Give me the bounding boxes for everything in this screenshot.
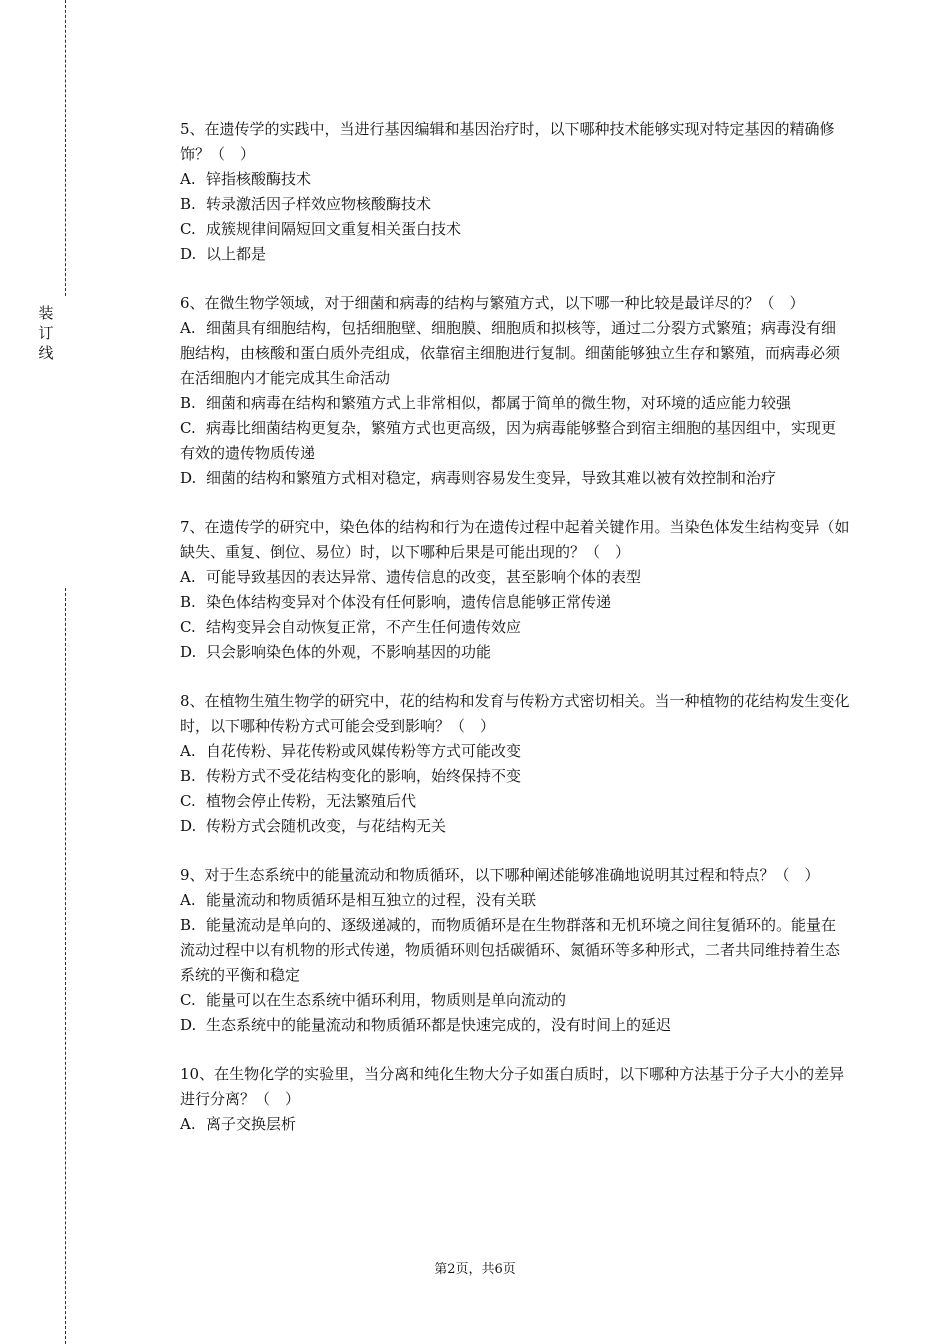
- question-stem: 8、在植物生殖生物学的研究中，花的结构和发育与传粉方式密切相关。当一种植物的花结构发生变化时，以下哪种传粉方式可能会受到影响？（ ）: [180, 692, 850, 735]
- option-a[interactable]: A. 细菌具有细胞结构，包括细胞壁、细胞膜、细胞质和拟核等，通过二分裂方式繁殖；病毒没有细胞结构，由核酸和蛋白质外壳组成，依靠宿主细胞进行复制。细菌能够独立生存和繁殖，而病毒必须在活细胞内才能完成其生命活动: [180, 319, 841, 387]
- option-b[interactable]: B. 细菌和病毒在结构和繁殖方式上非常相似，都属于简单的微生物，对环境的适应能力较强: [180, 394, 792, 412]
- option-d[interactable]: D. 以上都是: [180, 245, 267, 263]
- question-10: [180, 1062, 850, 1137]
- option-c[interactable]: C. 能量可以在生态系统中循环利用，物质则是单向流动的: [180, 991, 567, 1009]
- option-d[interactable]: D. 生态系统中的能量流动和物质循环都是快速完成的，没有时间上的延迟: [180, 1016, 672, 1034]
- binding-char: 订: [38, 324, 54, 342]
- option-b[interactable]: B. 能量流动是单向的、逐级递减的，而物质循环是在生物群落和无机环境之间往复循环的。能量在流动过程中以有机物的形式传递，物质循环则包括碳循环、氮循环等多种形式，二者共同维持着生态系统的平衡和稳定: [180, 916, 841, 984]
- binding-line-top: [65, 0, 66, 296]
- option-c[interactable]: C. 病毒比细菌结构更复杂，繁殖方式也更高级，因为病毒能够整合到宿主细胞的基因组中，实现更有效的遗传物质传递: [180, 419, 837, 462]
- option-a[interactable]: A. 离子交换层析: [180, 1115, 297, 1133]
- option-a[interactable]: A. 可能导致基因的表达异常、遗传信息的改变，甚至影响个体的表型: [180, 568, 642, 586]
- binding-char: 线: [38, 344, 54, 362]
- binding-line-bottom: [65, 588, 66, 1344]
- option-c[interactable]: C. 植物会停止传粉，无法繁殖后代: [180, 792, 417, 810]
- question-stem: 5、在遗传学的实践中，当进行基因编辑和基因治疗时，以下哪种技术能够实现对特定基因的精确修饰？（ ）: [180, 120, 835, 163]
- option-d[interactable]: D. 只会影响染色体的外观，不影响基因的功能: [180, 643, 492, 661]
- question-stem: 10、在生物化学的实验里，当分离和纯化生物大分子如蛋白质时，以下哪种方法基于分子大小的差异进行分离？（ ）: [180, 1065, 845, 1108]
- option-a[interactable]: A. 自花传粉、异花传粉或风媒传粉等方式可能改变: [180, 742, 522, 760]
- option-b[interactable]: B. 染色体结构变异对个体没有任何影响，遗传信息能够正常传递: [180, 593, 612, 611]
- binding-label: [36, 303, 56, 363]
- option-b[interactable]: B. 传粉方式不受花结构变化的影响，始终保持不变: [180, 767, 522, 785]
- question-6: [180, 291, 850, 491]
- option-d[interactable]: D. 细菌的结构和繁殖方式相对稳定，病毒则容易发生变异，导致其难以被有效控制和治疗: [180, 469, 777, 487]
- question-stem: 6、在微生物学领域，对于细菌和病毒的结构与繁殖方式，以下哪一种比较是最详尽的？（ ）: [180, 294, 805, 312]
- option-d[interactable]: D. 传粉方式会随机改变，与花结构无关: [180, 817, 447, 835]
- question-list: [180, 117, 850, 1161]
- question-stem: 9、对于生态系统中的能量流动和物质循环，以下哪种阐述能够准确地说明其过程和特点？（ ）: [180, 866, 820, 884]
- question-7: [180, 515, 850, 665]
- option-a[interactable]: A. 能量流动和物质循环是相互独立的过程，没有关联: [180, 891, 537, 909]
- option-c[interactable]: C. 结构变异会自动恢复正常，不产生任何遗传效应: [180, 618, 522, 636]
- option-c[interactable]: C. 成簇规律间隔短回文重复相关蛋白技术: [180, 220, 462, 238]
- question-8: [180, 689, 850, 839]
- binding-char: 装: [38, 304, 54, 322]
- question-9: [180, 863, 850, 1038]
- page-footer: 第2页，共6页: [434, 1262, 516, 1277]
- question-stem: 7、在遗传学的研究中，染色体的结构和行为在遗传过程中起着关键作用。当染色体发生结构变异（如缺失、重复、倒位、易位）时，以下哪种后果是可能出现的？（ ）: [180, 518, 850, 561]
- option-a[interactable]: A. 锌指核酸酶技术: [180, 170, 312, 188]
- question-5: [180, 117, 850, 267]
- option-b[interactable]: B. 转录激活因子样效应物核酸酶技术: [180, 195, 432, 213]
